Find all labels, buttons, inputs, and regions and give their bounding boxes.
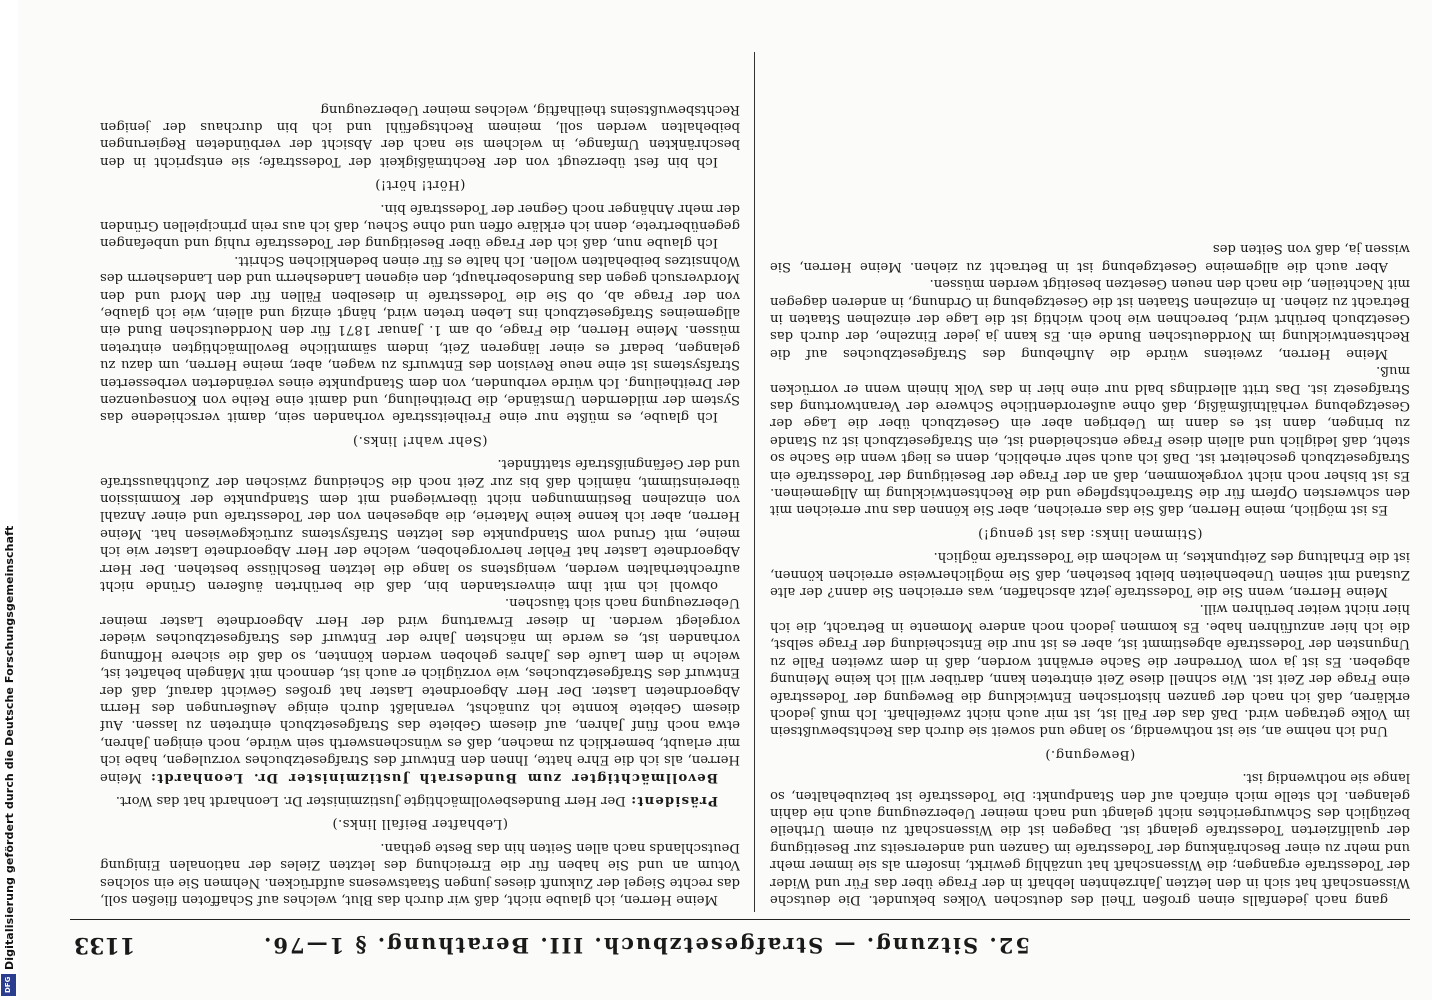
stage-direction: (Lebhafter Beifall links.) <box>331 816 509 832</box>
speaker-text: Meine Herren, als ich die Ehre hatte, Ihnen den Entwurf des Strafgesetzbuches vorzulegen, habe ich mir erlaubt, bemerklich zu machen, daß es wünschenswerth sein würde, noch einigen Jahren, etwa noch fünf Jahren, auf diesem Gebiete das Strafgesetzbuch eintreten zu lassen. Auf diesem Gebiete konnte ich zunächst, veranlaßt durch einige Aeußerungen des Herrn Abgeordneten Laster. Der Herr Abgeordnete Laster hat großes Gewicht darauf, daß der Entwurf des Strafgesetzbuches, wie vorzüglich er auch ist, dennoch mit Mängeln behaftet ist, welche in dem Laufe des Jahres gehoben werden könnten, so daß die sichere Hoffnung vorhanden ist, es werde im nächsten Jahre der Entwurf des Strafgesetzbuches wieder vorgelegt werden. In dieser Erwartung wird der Herr Abgeordnete Laster meiner Ueberzeugung nach sich täuschen. <box>100 595 740 785</box>
page-title: 52. Sitzung. — Strafgesetzbuch. III. Berathung. § 1—76. <box>262 933 1030 958</box>
stage-direction: (Hört! hört!) <box>374 177 466 193</box>
body-paragraph: Ich glaube nun, daß ich der Frage über Beseitigung der Todesstrafe ruhig und unbefangen gegenübertrete, denn ich erkläre offen und ohne Scheu, daß ich aus rein principiellen Gründen der mehr Anhänger noch Gegner der Todesstrafe bin. <box>100 200 740 251</box>
rotated-scan <box>70 40 1410 960</box>
column-divider <box>754 52 755 912</box>
body-paragraph: Ich glaube, es müßte nur eine Freiheitsstrafe vorhanden sein, damit verschiedene das System der mildernden Umstände, die Dreitheilung, und damit eine Reihe von Konsequenzen der Dreitheilung. Ich würde verbunden, von dem Standpunkte eines veränderten verbesserten Strafsystems ist eine neue Revision des Entwurfs zu wagen, aber, meine Herren, um dazu zu gelangen, bedarf es einer längeren Zeit, indem sämmtliche Bevollmächtigten eintreten müssen. Meine Herren, die Frage, ob am 1. Januar 1871 für den Norddeutschen Bund ein allgemeines Strafgesetzbuch ins Leben treten wird, hängt einzig und allein, wie ich glaube, von der Frage ab, ob Sie die Todesstrafe in dieselben Fällen für den Mord und den Mordversuch gegen das Bundesoberhaupt, den eigenen Landesherrn und den Landesherrn des Wohnsitzes beibehalten wollen. Ich halte es für einen bedenklichen Schritt. <box>100 252 740 425</box>
digitization-notice: Digitalisierung gefördert durch die Deutsche Forschungsgemeinschaft <box>3 525 16 970</box>
stage-direction: (Sehr wahr! links.) <box>352 432 488 448</box>
body-paragraph: Und ich nehme an, sie ist nothwendig, so lange und soweit sie durch das Rechtsbewußtsein im Volke getragen wird. Daß das der Fall ist, ist mir auch nicht zweifelhaft. Ich muß jedoch erklären, daß ich nach der ganzen historischen Entwicklung die Bewegung der Todesstrafe eine Frage der Zeit ist. Wie schnell diese Zeit eintreten kann, darüber will ich keine Meinung abgeben. Es ist ja vom Vorredner die Sache erwähnt worden, daß in dem zweiten Falle zu Ungunsten der Todesstrafe abgestimmt ist, aber es ist nur die Entscheidung der Frage selbst, die ich hier anzuführen habe. Es kommen jedoch noch andere Momente in Betracht, die ich hier nicht weiter berühren will. <box>770 601 1410 739</box>
body-paragraph: gang nach jedenfalls einen großen Theil des deutschen Volkes bekundet. Die deutsche Wissenschaft hat sich in den letzten Jahrzehnten lebhaft in der Frage über das Für und Wider der Todesstrafe ergangen; die Wissenschaft hat unzählig gewirkt, insofern als sie immer mehr und mehr zu einer Beschränkung der Todesstrafe im Ganzen und andererseits zur Beseitigung der qualifizierten Todesstrafe gelangt ist. Dagegen ist die Wissenschaft zu einem Urtheile bezüglich des Schwurgerichtes nicht gelangt und nach meiner Ueberzeugung auch nie dahin gelangen. Ich stelle mich einfach auf den Standpunkt: Die Todesstrafe ist beizubehalten, so lange sie nothwendig ist. <box>770 770 1410 907</box>
speaker-paragraph <box>100 594 740 785</box>
dfg-logo-icon: DFG <box>1 974 16 996</box>
body-paragraph: Es ist möglich, meine Herren, daß Sie das erreichen, aber Sie können das nur erreichen mit den schwersten Opfern für die Strafrechtspflege und die Rechtsentwicklung im Allgemeinen. Es ist bisher noch nicht vorgekommen, daß an der Frage der Beseitigung der Todesstrafe ein Strafgesetzbuch gescheitert ist. Daß ich auch sehr erheblich, denn es liegt wenn die Sache so steht, daß lediglich und allein diese Frage entscheidend ist, ein Strafgesetzbuch ist zu Stande zu bringen, dann ist es dann im Uebrigen aber ein Gesetzbuch über die Lage der Gesetzgebung verhältnißmäßig, daß ohne außerordentliche Schwere der Verantwortung das Strafgesetz ist. Das tritt allerdings bald nur eine hier in das Volk hinein wenn er vorrücken muß. <box>770 363 1410 518</box>
speaker-paragraph <box>100 792 740 809</box>
speaker-text: Der Herr Bundesbevollmächtigte Justizminister Dr. Leonhardt hat das Wort. <box>115 792 630 808</box>
stage-direction: (Bewegung.) <box>1044 746 1136 762</box>
body-paragraph: Meine Herren, ich glaube nicht, daß wir durch das Blut, welches auf Schaffoten fließen soll, das rechte Siegel der Zukunft dieses jungen Staatswesens aufdrücken. Nehmen Sie ein solches Votum an und Sie haben für die Erreichung des letzten Zieles der nationalen Einigung Deutschlands nach allen Seiten hin das Beste gethan. <box>100 839 740 907</box>
speaker-name: Bevollmächtigter zum Bundesrath Justizminister Dr. Leonhardt: <box>149 769 718 785</box>
body-paragraph: Ich bin fest überzeugt von der Rechtmäßigkeit der Todesstrafe; sie entspricht in den beschränkten Umfange, in welchem sie nach der Absicht der verbündeten Regierungen beibehalten werden soll, meinem Rechtsgefühl und ich bin durchaus der jenigen Rechtsbewußtseins theilhaftig, welches meiner Ueberzeugung <box>100 101 740 169</box>
body-paragraph: Meine Herren, zweitens würde die Aufhebung des Strafgesetzbuches auf die Rechtsentwicklung im Norddeutschen Bunde ein. Es kann ja jeder Einzelne, der durch das Gesetzbuch berührt wird, berechnen wie hoch wichtig ist die Lage der einzelnen Staaten in Betracht zu ziehen. In einzelnen Staaten ist die Gesetzgebung in Ordnung, in anderen dagegen mit Nachteilen, die nach den neuen Gesetzen beseitigt werden müssen. <box>770 276 1410 361</box>
body-paragraph: obwohl ich mit ihm einverstanden bin, daß die berührten äußeren Gründe nicht aufrechterhalten werden, wenigstens so lange die letzten Beschlüsse bestehen. Der Herr Abgeordnete Laster hat Fehler hervorgehoben, welche der Herr Abgeordnete Laster wie ich meine, mit Grund vom Standpunkte des letzten Strafsystems zurückgewiesen hat. Meine Herren, aber ich kenne keine Materie, die abgesehen von der Todesstrafe und einer Anzahl von einzelnen Bestimmungen nicht überwiegend mit dem Standpunkte der Kommission übereinstimmt, nämlich daß bis zur Zeit noch die Scheidung zwischen der Zuchthausstrafe und der Gefängnißstrafe stattfindet. <box>100 456 740 594</box>
digitization-notice-strip <box>0 0 18 1000</box>
right-column <box>100 48 740 908</box>
body-paragraph: Aber auch die allgemeine Gesetzgebung ist in Betracht zu ziehen. Meine Herren, Sie wissen ja, daß von Seiten des <box>770 241 1410 274</box>
speaker-name: Präsident: <box>629 792 718 808</box>
stage-direction: (Stimmen links: das ist genug!) <box>977 525 1203 541</box>
body-paragraph: Meine Herren, wenn Sie die Todesstrafe jetzt abschaffen, was erreichen Sie dann? der alte Zustand mit seinen Unebenheiten bleibt bestehen, daß Sie möglicherweise erreichen können, ist die Erhaltung des Zeitpunktes, in welchem die Todesstrafe möglich. <box>770 549 1410 600</box>
page-number: 1133 <box>74 932 136 958</box>
left-column <box>770 48 1410 908</box>
page-header <box>70 919 1410 960</box>
